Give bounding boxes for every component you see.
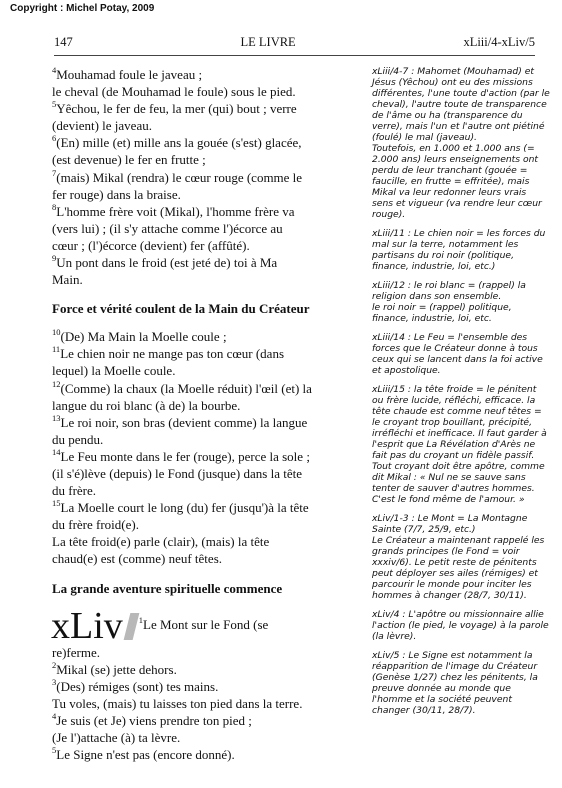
verse-line bbox=[52, 499, 363, 516]
verse-reference: xLiii/4-xLiv/5 bbox=[463, 35, 535, 49]
section-heading-aventure: La grande aventure spirituelle commence bbox=[52, 580, 283, 596]
verse-text: (devient) le javeau. bbox=[52, 118, 152, 134]
verse-line bbox=[52, 465, 363, 482]
verse-text: (En) mille (et) mille ans la gouée (s'est) glacée, bbox=[56, 135, 302, 151]
verse-line bbox=[52, 237, 363, 254]
margin-note: xLiii/14 : Le Feu = l'ensemble des forces que le Créateur donne à tous ceux qui se lancent dans la foi active et apostolique. bbox=[372, 332, 543, 376]
verse-text: L'homme frère voit (Mikal), l'homme frère va bbox=[56, 203, 295, 219]
verse-number: 1 bbox=[138, 614, 144, 625]
chapter-dropcap bbox=[51, 604, 136, 647]
verse-line bbox=[52, 66, 363, 83]
verse-line bbox=[52, 151, 363, 168]
verse-line bbox=[52, 533, 363, 550]
verse-number: 6 bbox=[52, 133, 57, 144]
verse-line bbox=[52, 83, 363, 100]
verse-line bbox=[52, 482, 363, 499]
verse-line bbox=[52, 117, 363, 134]
verse-text: Mouhamad foule le javeau ; bbox=[56, 67, 203, 82]
verse-text: du frère froid(e). bbox=[52, 517, 139, 533]
verse-number: 15 bbox=[52, 498, 61, 509]
verse-number: 9 bbox=[52, 253, 57, 264]
verse-text: Le roi noir, son bras (devient comme) la langue bbox=[60, 414, 308, 430]
verse-line bbox=[52, 414, 363, 431]
margin-note: xLiv/1-3 : Le Mont = La Montagne Sainte (7/7, 25/9, etc.) Le Créateur a maintenant rappelé les grands principes (le Fond = voir xxxiv/6). Le petit reste de pénitents peut déployer ses ailes (rémiges) et parcourir le monde pour inciter les hommes à changer (28/7, 30/11). bbox=[372, 513, 545, 601]
verse-block-c bbox=[52, 644, 363, 764]
verse-number: 5 bbox=[52, 99, 57, 110]
verse-line bbox=[52, 186, 363, 203]
verse-block-b bbox=[52, 328, 363, 567]
margin-note: xLiv/4 : L'apôtre ou missionnaire allie l'action (le pied, le voyage) à la parole (la lèvre). bbox=[372, 609, 549, 642]
verse-text: (il s'é)lève (depuis) le Fond (jusque) dans la tête bbox=[52, 465, 302, 481]
section-heading-force: Force et vérité coulent de la Main du Créateur bbox=[52, 301, 310, 317]
verse-number: 13 bbox=[52, 412, 61, 423]
verse-line bbox=[52, 169, 363, 186]
verse-text: le cheval (de Mouhamad le foule) sous le pied. bbox=[52, 84, 296, 100]
verse-line bbox=[52, 380, 363, 397]
margin-notes-column bbox=[372, 66, 550, 724]
verse-number: 3 bbox=[52, 676, 57, 687]
verse-text: (mais) Mikal (rendra) le cœur rouge (comme le bbox=[56, 169, 303, 185]
verse-text: Le chien noir ne mange pas ton cœur (dans bbox=[60, 346, 284, 362]
chapter-start bbox=[51, 604, 363, 647]
verse-line bbox=[52, 254, 363, 271]
verse-text: Mikal (se) jette dehors. bbox=[56, 661, 177, 677]
verse-line bbox=[52, 746, 363, 763]
verse-line bbox=[52, 362, 363, 379]
book-title: LE LIVRE bbox=[240, 35, 296, 49]
verse-text: lequel) la Moelle coule. bbox=[52, 363, 176, 379]
verse-line bbox=[52, 100, 363, 117]
verse-line bbox=[52, 431, 363, 448]
copyright-notice: Copyright : Michel Potay, 2009 bbox=[10, 3, 155, 14]
page-number: 147 bbox=[54, 35, 73, 49]
verse-text: re)ferme. bbox=[52, 644, 100, 660]
verse-text: chaud(e) est (comme) neuf têtes. bbox=[52, 551, 223, 567]
verse-text: Le Signe n'est pas (encore donné). bbox=[56, 747, 235, 763]
verse-text: (vers lui) ; (il s'y attache comme l')écorce au bbox=[52, 220, 283, 236]
verse-number: 11 bbox=[52, 344, 61, 355]
margin-note: xLiii/4-7 : Mahomet (Mouhamad) et Jésus (Yêchou) ont eu des missions différentes, l'une toute d'action (par le cheval), l'autre toute de transparence de l'âme ou ha (transparence du verre), mais l'un et l'autre ont piétiné (foulé) le mal (javeau). Toutefois, en 1.000 et 1.000 ans (= 2.000 ans) leurs enseignements ont perdu de leur tranchant (gouée = faucille, en frutte = effritée), mais Mikal va leur redonner leurs vrais sens et vigueur (va rendre leur cœur rouge). bbox=[372, 66, 550, 220]
verse-text: langue du roi blanc (à de) la bourbe. bbox=[52, 397, 241, 413]
verse-text: fer rouge) dans la braise. bbox=[52, 186, 181, 202]
verse-block-a bbox=[52, 66, 363, 288]
margin-note: xLiii/11 : Le chien noir = les forces du mal sur la terre, notamment les partisans du roi noir (politique, finance, industrie, loi, etc.) bbox=[372, 228, 546, 272]
verse-number: 8 bbox=[52, 201, 57, 212]
page-header bbox=[54, 35, 535, 56]
verse-number: 14 bbox=[52, 446, 61, 457]
verse-line bbox=[52, 328, 363, 345]
dropcap-text: xLiv bbox=[51, 604, 123, 647]
verse-text: Tu voles, (mais) tu laisses ton pied dans la terre. bbox=[52, 695, 303, 711]
verse-line bbox=[52, 271, 363, 288]
verse-text: du pendu. bbox=[52, 431, 104, 447]
verse-number: 7 bbox=[52, 167, 57, 178]
verse-line bbox=[52, 220, 363, 237]
verse-number: 4 bbox=[52, 65, 57, 75]
verse-text: Main. bbox=[52, 272, 83, 288]
verse-line bbox=[52, 695, 363, 712]
verse-number: 4 bbox=[52, 710, 57, 721]
verse-number: 5 bbox=[52, 745, 57, 756]
verse-text: (Comme) la chaux (la Moelle réduit) l'œil (et) la bbox=[60, 380, 312, 396]
margin-note: xLiii/15 : la tête froide = le pénitent ou frère lucide, réfléchi, efficace. la tête chaude est comme neuf têtes = le croyant trop bouillant, précipité, irréfléchi et inefficace. Il faut garder à l'esprit que La Révélation d'Arès ne fait pas du croyant un fidèle passif. Tout croyant doit être apôtre, comme dit Mikal : « Nul ne se sauve sans tenter de sauver d'autres hommes. C'est le fond même de l'amour. » bbox=[372, 384, 547, 505]
verse-text: (De) Ma Main la Moelle coule ; bbox=[60, 329, 227, 345]
verse-text: Yêchou, le fer de feu, la mer (qui) bout ; verre bbox=[56, 101, 297, 117]
verse-line bbox=[52, 448, 363, 465]
verse-line bbox=[52, 661, 363, 678]
verse-text: Le Mont sur le Fond (se bbox=[143, 616, 269, 632]
verse-text: La Moelle court le long (du) fer (jusqu')à la tête bbox=[60, 500, 309, 516]
margin-note: xLiii/12 : le roi blanc = (rappel) la religion dans son ensemble. le roi noir = (rappel) politique, finance, industrie, loi, etc. bbox=[372, 280, 526, 324]
verse-text: Le Feu monte dans le fer (rouge), perce la sole ; bbox=[60, 448, 310, 464]
verse-text: du frère. bbox=[52, 483, 97, 499]
verse-line bbox=[52, 712, 363, 729]
verse-text: (Je l')attache (à) ta lèvre. bbox=[52, 730, 181, 745]
verse-number: 10 bbox=[52, 327, 61, 338]
verse-line bbox=[52, 203, 363, 220]
verse-line bbox=[52, 134, 363, 151]
verse-text: La tête froid(e) parle (clair), (mais) la tête bbox=[52, 534, 270, 550]
verse-text: (Des) rémiges (sont) tes mains. bbox=[56, 678, 219, 694]
verse-line bbox=[52, 678, 363, 695]
verse-line bbox=[52, 345, 363, 362]
verse-line bbox=[52, 729, 363, 746]
verse-number: 12 bbox=[52, 378, 61, 389]
verse-text: cœur ; (l')écorce (devient) fer (affûté). bbox=[52, 237, 250, 253]
verse-line bbox=[52, 516, 363, 533]
verse-text: (est devenue) le fer en frutte ; bbox=[52, 152, 206, 168]
verse-text: Un pont dans le froid (est jeté de) toi à Ma bbox=[56, 255, 278, 271]
main-text-column bbox=[52, 66, 363, 763]
verse-line bbox=[52, 550, 363, 567]
margin-note: xLiv/5 : Le Signe est notamment la réapparition de l'image du Créateur (Genèse 1/27) chez les pénitents, la preuve donnée au monde que l'homme et la société peuvent changer (30/11, 28/7). bbox=[372, 650, 538, 716]
verse-number: 2 bbox=[52, 659, 57, 670]
verse-text: Je suis (et Je) viens prendre ton pied ; bbox=[56, 712, 252, 728]
verse-line bbox=[52, 397, 363, 414]
